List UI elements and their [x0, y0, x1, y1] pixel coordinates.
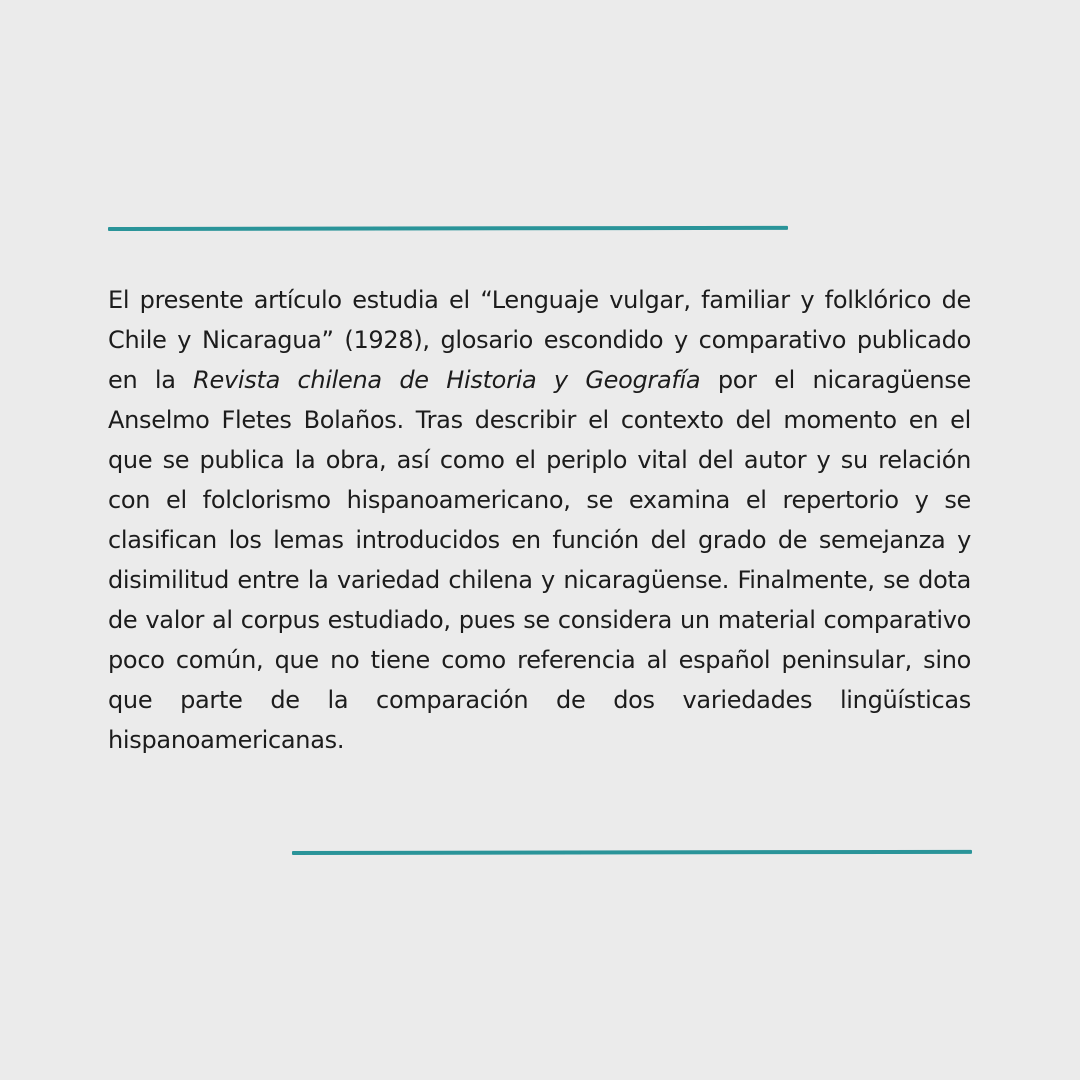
bottom-divider-line [292, 850, 972, 855]
top-divider-line [108, 226, 788, 231]
abstract-text [108, 280, 971, 760]
journal-title: Revista chilena de Historia y Geografía [193, 366, 701, 394]
abstract-text-part-2: por el nicaragüense Anselmo Fletes Bolaños. Tras describir el contexto del momento en el que se publica la obra, así como el periplo vital del autor y su relación con el folclorismo hispanoamericano, se examina el repertorio y se clasifican los lemas introducidos en función del grado de semejanza y disimilitud entre la variedad chilena y nicaragüense. Finalmente, se dota de valor al corpus estudiado, pues se considera un material comparativo poco común, que no tiene como referencia al español peninsular, sino que parte de la comparación de dos variedades lingüísticas hispanoamericanas. [108, 366, 971, 754]
abstract-text-part-1: El presente artículo estudia el “Lenguaje vulgar, familiar y folklórico de Chile y Nicaragua” (1928), glosario escondido y comparativo publicado en la [108, 286, 971, 394]
